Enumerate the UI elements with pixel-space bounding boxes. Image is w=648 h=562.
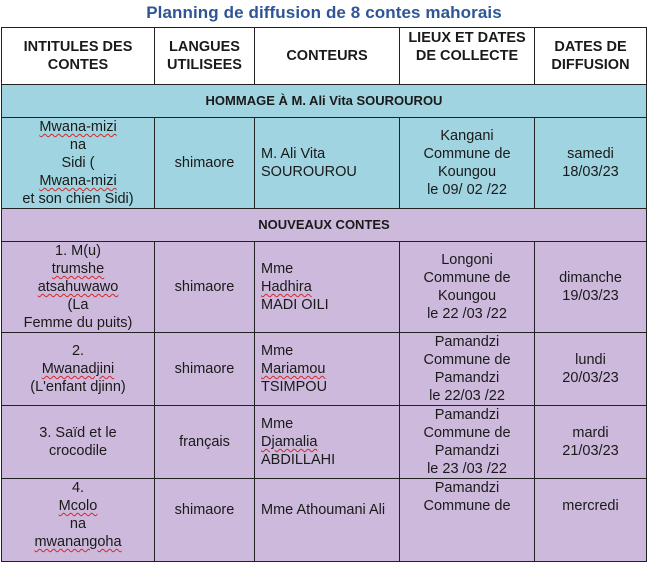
title-part: crocodile: [48, 443, 108, 459]
lieu-line: Pamandzi: [434, 334, 500, 350]
conteur-part: Mme: [261, 261, 294, 277]
cell-conteur: [255, 406, 400, 479]
title-part: trumshe: [51, 261, 105, 277]
cell-lieu: [400, 118, 535, 209]
cell-lieu: [400, 479, 535, 562]
cell-conteur: [255, 242, 400, 333]
cell-title: [2, 406, 155, 479]
lieu-line: Pamandzi: [434, 407, 500, 423]
conteur-part: Hadhira: [261, 279, 312, 295]
title-part: atsahuwawo: [37, 279, 119, 295]
cell-lieu: [400, 242, 535, 333]
lieu-line: Pamandzi: [434, 443, 500, 459]
conteur-part: Mariamou: [261, 361, 326, 377]
conteur-line: M. Ali Vita: [261, 146, 326, 162]
cell-title: [2, 242, 155, 333]
header-lieux-label: LIEUX ET DATES DE COLLECTE: [408, 30, 526, 64]
title-part: na: [69, 137, 87, 153]
conteur-part: Mme: [261, 416, 294, 432]
cell-date: [535, 242, 647, 333]
conteur-line: SOUROUROU: [261, 164, 357, 180]
date-line: dimanche: [559, 270, 622, 286]
lieu-line: Koungou: [437, 164, 497, 180]
cell-lieu: [400, 406, 535, 479]
diffusion-table: [1, 27, 647, 562]
cell-conteur: [255, 333, 400, 406]
cell-title: [2, 118, 155, 209]
cell-date: [535, 406, 647, 479]
title-part: 3. Saïd et le: [39, 425, 117, 441]
table-row: [2, 333, 647, 406]
date-line: 21/03/23: [562, 443, 619, 459]
cell-langue: shimaore: [155, 479, 255, 562]
title-part: et son chien Sidi): [22, 191, 134, 207]
date-line: mardi: [572, 425, 609, 441]
section-row-nouveaux: [2, 209, 647, 242]
title-part: na: [69, 516, 87, 532]
table-row: [2, 118, 647, 209]
lieu-line: le 09/ 02 /22: [427, 182, 507, 198]
title-part: Mwanadjini: [41, 361, 115, 377]
header-langues: LANGUES UTILISEES: [155, 28, 255, 85]
cell-title: [2, 333, 155, 406]
title-part: 4.: [71, 480, 85, 496]
lieu-line: Pamandzi: [434, 480, 500, 496]
header-intitules: INTITULES DES CONTES: [2, 28, 155, 85]
lieu-line: Commune de: [423, 352, 511, 368]
lieu-line: le 22 /03 /22: [427, 306, 507, 322]
cell-date: [535, 479, 647, 562]
cell-date: [535, 118, 647, 209]
date-line: lundi: [575, 352, 606, 368]
header-lieux: [400, 28, 535, 85]
lieu-line: Kangani: [440, 128, 494, 144]
section-nouveaux-label: NOUVEAUX CONTES: [2, 209, 647, 242]
cell-langue: shimaore: [155, 242, 255, 333]
lieu-line: le 23 /03 /22: [427, 461, 507, 477]
table-row: [2, 242, 647, 333]
lieu-line: Pamandzi: [434, 370, 500, 386]
date-line: 19/03/23: [562, 288, 619, 304]
title-part: Sidi (: [61, 155, 95, 171]
header-row: [2, 28, 647, 85]
conteur-line: TSIMPOU: [261, 379, 328, 395]
cell-date: [535, 333, 647, 406]
lieu-line: Longoni: [441, 252, 493, 268]
cell-title: [2, 479, 155, 562]
conteur-line: ABDILLAHI: [261, 452, 336, 468]
title-part: Femme du puits): [23, 315, 133, 331]
date-line: 20/03/23: [562, 370, 619, 386]
conteur-part: Mme: [261, 343, 294, 359]
title-part: (La: [67, 297, 89, 313]
table-row: [2, 406, 647, 479]
date-line: samedi: [567, 146, 614, 162]
lieu-line: le 22/03 /22: [429, 388, 505, 404]
cell-conteur: Mme Athoumani Ali: [255, 479, 400, 562]
title-part: 2.: [71, 343, 85, 359]
lieu-line: Commune de: [423, 146, 511, 162]
cell-langue: français: [155, 406, 255, 479]
conteur-line: MADI OILI: [261, 297, 329, 313]
lieu-line: Commune de: [423, 498, 511, 514]
header-conteurs: CONTEURS: [255, 28, 400, 85]
title-part: (L'enfant djinn): [30, 379, 126, 395]
cell-langue: shimaore: [155, 118, 255, 209]
lieu-line: Commune de: [423, 270, 511, 286]
section-hommage-label: HOMMAGE À M. Ali Vita SOUROUROU: [2, 85, 647, 118]
cell-conteur: [255, 118, 400, 209]
table-row: [2, 479, 647, 562]
lieu-line: Koungou: [437, 288, 497, 304]
header-diffusion: DATES DE DIFFUSION: [535, 28, 647, 85]
cell-lieu: [400, 333, 535, 406]
date-line: mercredi: [562, 498, 619, 514]
page-title: Planning de diffusion de 8 contes mahorais: [146, 3, 502, 22]
title-part: Mwana-mizi: [39, 119, 117, 135]
title-part: mwanangoha: [34, 534, 122, 550]
title-part: Mcolo: [58, 498, 98, 514]
title-part: 1. M(u): [55, 243, 101, 259]
conteur-part: Djamalia: [261, 434, 318, 450]
section-row-hommage: [2, 85, 647, 118]
lieu-line: Commune de: [423, 425, 511, 441]
title-part: Mwana-mizi: [39, 173, 117, 189]
date-line: 18/03/23: [562, 164, 619, 180]
cell-langue: shimaore: [155, 333, 255, 406]
